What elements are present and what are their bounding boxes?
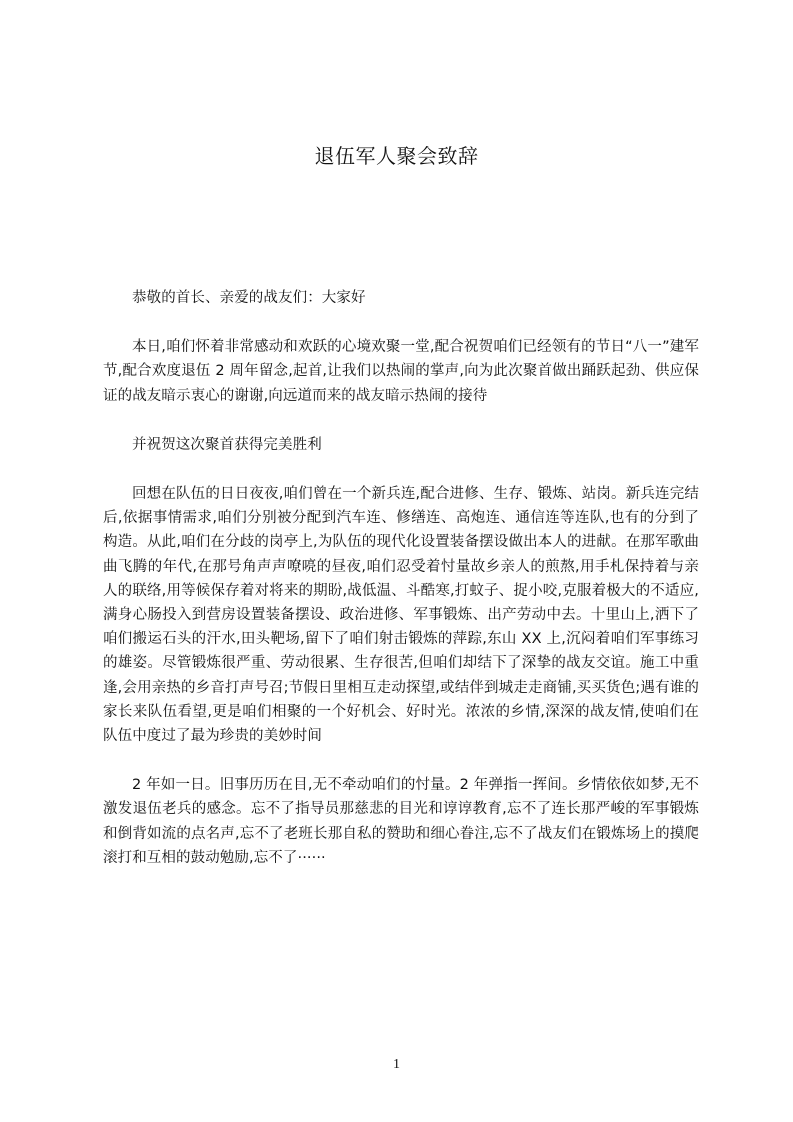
memory-paragraph: 回想在队伍的日日夜夜,咱们曾在一个新兵连,配合进修、生存、锻炼、站岗。新兵连完结后,依据事情需求,咱们分别被分配到汽车连、修缮连、高炮连、通信连等连队,也有的分到了构造。从此,咱们在分歧的岗亭上,为队伍的现代化设置装备摆设做出本人的进献。在那军歌曲曲飞腾的年代,在那号角声声嘹喨的昼夜,咱们忍受着忖量故乡亲人的煎熬,用手札保持着与亲人的联络,用等候保存着对将来的期盼,战低温、斗酷寒,打蚊子、捉小咬,克服着极大的不适应,满身心肠投入到营房设置装备摆设、政治进修、军事锻炼、出产劳动中去。十里山上,洒下了咱们搬运石头的汗水,田头靶场,留下了咱们射击锻炼的萍踪,东山 XX 上,沉闷着咱们军事练习的雄姿。尽管锻炼很严重、劳动很累、生存很苦,但咱们却结下了深挚的战友交谊。施工中重逢,会用亲热的乡音打声号召;节假日里相互走动探望,或结伴到城走走商铺,买买货色;遇有谁的家长来队伍看望,更是咱们相聚的一个好机会、好时光。浓浓的乡情,深深的战友情,使咱们在队伍中度过了最为珍贵的美妙时间 — [103, 486, 699, 745]
greeting-paragraph: 恭敬的首长、亲爱的战友们：大家好 — [132, 290, 366, 306]
opening-paragraph: 本日,咱们怀着非常感动和欢跃的心境欢聚一堂,配合祝贺咱们已经领有的节日“八一”建军节,配合欢度退伍 2 周年留念,起首,让我们以热闹的掌声,向为此次聚首做出踊跃起劲、供应保证的战友暗示衷心的谢谢,向远道而来的战友暗示热闹的接待 — [103, 339, 699, 404]
document-title: 退伍军人聚会致辞 — [314, 144, 479, 168]
congratulation-paragraph: 并祝贺这次聚首获得完美胜利 — [132, 436, 322, 453]
reflection-paragraph: 2 年如一日。旧事历历在目,无不牵动咱们的忖量。2 年弹指一挥间。乡情依依如梦,无不激发退伍老兵的感念。忘不了指导员那慈悲的目光和谆谆教育,忘不了连长那严峻的军事锻炼和倒背如流的点名声,忘不了老班长那自私的赞助和细心眷注,忘不了战友们在锻炼场上的摸爬滚打和互相的鼓动勉励,忘不了······ — [103, 777, 699, 866]
document-body — [103, 286, 699, 870]
page-number: 1 — [393, 1057, 400, 1072]
